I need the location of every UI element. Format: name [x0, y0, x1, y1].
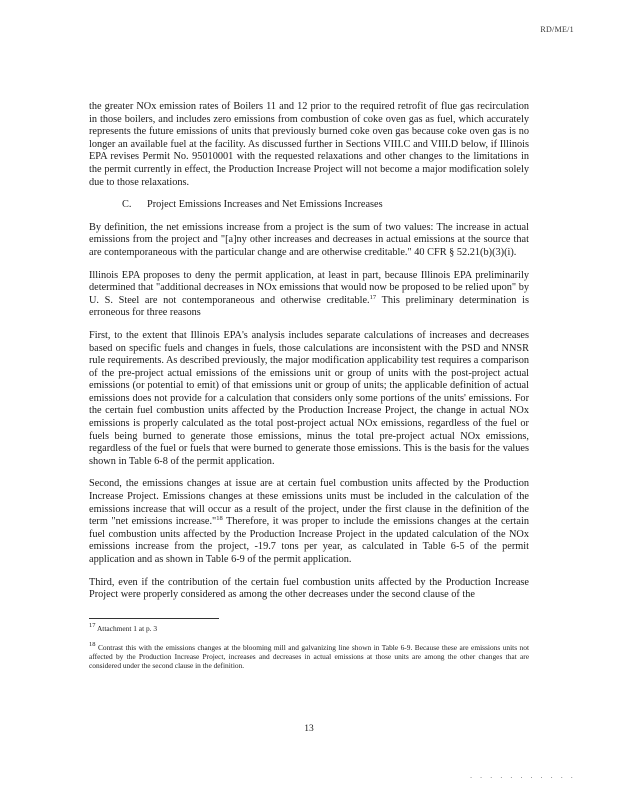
paragraph-second-text-b: Therefore, it was proper to include the emissions changes at the certain fuel combustion units affected by the Production Increase Project in the updated calculation of the NOx emissions increase from the project, -19.7 tons per year, as calculated in Table 6-5 of the permit application and as shown in Table 6-9 of the permit application. — [89, 516, 529, 565]
page-number: 13 — [304, 724, 314, 734]
footnote-divider — [89, 618, 219, 619]
paragraph-proposal — [89, 270, 529, 320]
paragraph-second-text-a: Second, the emissions changes at issue are at certain fuel combustion units affected by the Production Increase Project. Emissions changes at these emissions units must be included in the calculation of the emissions increase that will occur as a result of the project, under the first clause in the definition of the term "net emissions increase." — [89, 478, 529, 528]
document-header-label: RD/ME/1 — [540, 25, 574, 34]
footnote-ref-18[interactable]: 18 — [216, 515, 223, 523]
footnote-ref-17[interactable]: 17 — [369, 293, 377, 301]
paragraph-first-reason: First, to the extent that Illinois EPA's analysis includes separate calculations of increases and decreases based on specific fuels and changes in fuels, those calculations are inconsistent with the PSD and NNSR rule requirements. As described previously, the major modification applicability test requires a comparison of the pre-project actual emissions of the emissions unit or group of units with the post-project actual emissions (or potential to emit) of that emissions unit or group of units; the applicable definition of actual emissions does not provide for a calculation that considers only some portions of the units' emissions. For the certain fuel combustion units affected by the Production Increase Project, the change in actual NOx emissions is properly calculated as the total post-project actual NOx emissions, regardless of the fuel or fuels being burned to generate those emissions, minus the total pre-project actual NOx emissions, regardless of the fuel or fuels that were burned to generate those emissions. This is the basis for the values shown in Table 6-8 of the permit application. — [89, 329, 529, 467]
paragraph-proposal-text-a: Illinois EPA proposes to deny the permit application, at least in part, because Illinois EPA preliminarily determined that "additional decreases in NOx emissions that would now be proposed to be relied upon" by U. S. Steel are not contemporaneous and otherwise creditable. — [89, 269, 529, 306]
footnote-17 — [89, 621, 529, 633]
footnote-18-text: Contrast this with the emissions changes at the blooming mill and galvanizing line shown in Table 6-9. Because these are emissions units not affected by the Production Increase Project, increases and decreases in actual emissions at those units are among the other changes that are considered under the second clause in the definition. — [89, 642, 529, 671]
footer-scan-marks: · · · · · · · · · · · — [469, 774, 576, 782]
footnote-18 — [89, 640, 529, 671]
section-heading — [89, 199, 529, 212]
section-title: Project Emissions Increases and Net Emissions Increases — [147, 199, 383, 211]
document-body — [89, 101, 529, 681]
footnote-17-text: Attachment 1 at p. 3 — [95, 623, 158, 633]
footnote-17-number: 17 — [89, 621, 96, 629]
paragraph-continuation: the greater NOx emission rates of Boilers 11 and 12 prior to the required retrofit of flue gas recirculation in those boilers, and includes zero emissions from combustion of coke oven gas as fuel, which accurately represents the future emissions of units that previously burned coke oven gas because coke oven gas is no longer an available fuel at the facility. As discussed further in Sections VIII.C and VIII.D below, if Illinois EPA revises Permit No. 95010001 with the requested relaxations and other changes to the limitations in the permit currently in effect, the Production Increase Project will not become a major modification solely due to those relaxations. — [89, 101, 529, 188]
paragraph-second-reason — [89, 478, 529, 566]
section-number: C. — [122, 199, 132, 211]
footnote-18-number: 18 — [89, 640, 96, 648]
paragraph-third-reason: Third, even if the contribution of the certain fuel combustion units affected by the Production Increase Project were properly considered as among the other decreases under the second clause of the — [89, 576, 529, 601]
paragraph-definition: By definition, the net emissions increase from a project is the sum of two values: The increase in actual emissions from the project and "[a]ny other increases and decreases in actual emissions at the source that are contemporaneous with the particular change and are otherwise creditable." 40 CFR § 52.21(b)(3)(i). — [89, 221, 529, 258]
paragraph-proposal-text-b: This preliminary determination is erroneous for three reasons — [89, 294, 529, 319]
